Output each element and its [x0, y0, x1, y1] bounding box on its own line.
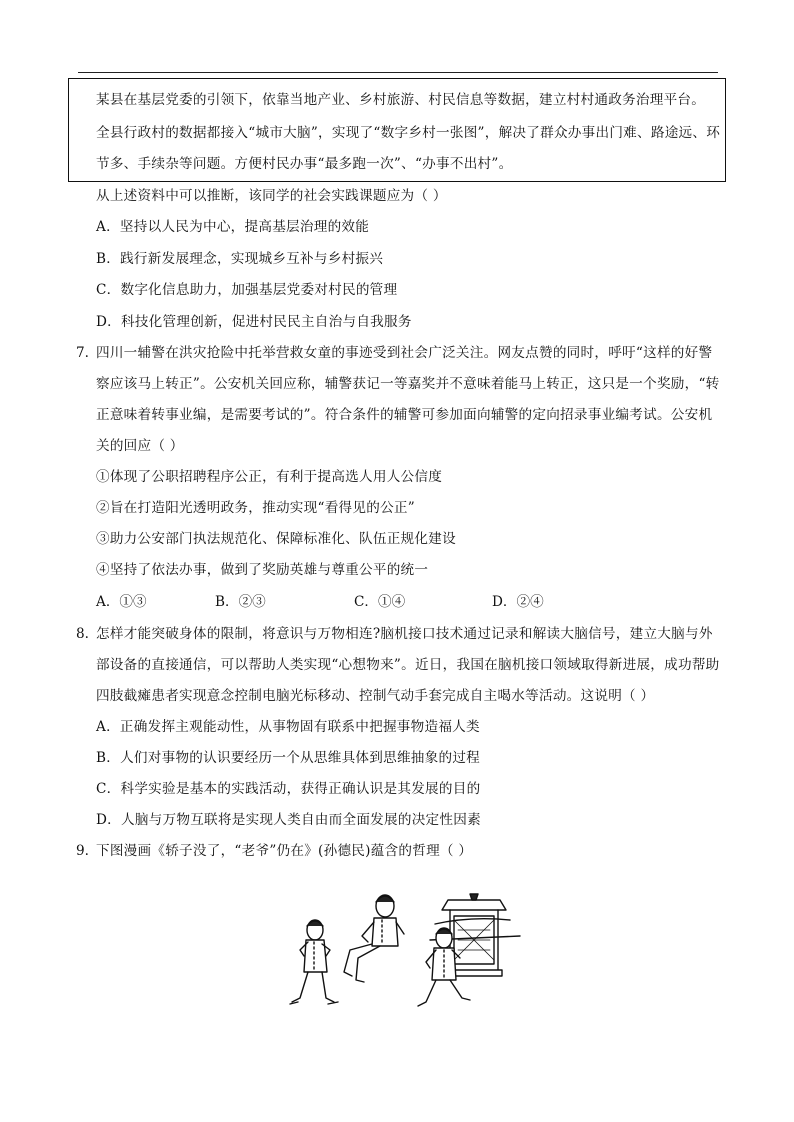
q7-choice-a: A．①③	[96, 594, 147, 610]
q7-choice-d: D．②④	[492, 594, 544, 610]
q7-item-1: ①体现了公职招聘程序公正，有利于提高选人用人公信度	[96, 469, 443, 485]
q7-stem-line-1: 四川一辅警在洪灾抢险中托举营救女童的事迹受到社会广泛关注。网友点赞的同时，呼吁“这样的好警	[96, 345, 713, 361]
q6-stem: 从上述资料中可以推断，该同学的社会实践课题应为（ ）	[96, 188, 447, 204]
q6-option-a: A．坚持以人民为中心，提高基层治理的效能	[96, 219, 370, 235]
q7-choice-c: C．①④	[354, 594, 406, 610]
material-line-3: 节多、手续杂等问题。方便村民办事“最多跑一次”、“办事不出村”。	[96, 156, 513, 172]
q7-stem-line-2: 察应该马上转正”。公安机关回应称，辅警获记一等嘉奖并不意味着能马上转正，这只是一个奖励，“转	[96, 376, 720, 392]
q7-choice-b: B．②③	[215, 594, 266, 610]
q7-stem-line-3: 正意味着转事业编，是需要考试的”。符合条件的辅警可参加面向辅警的定向招录事业编考试。公安机	[96, 407, 713, 423]
q8-number: 8.	[76, 626, 89, 642]
q7-stem-line-4: 关的回应（ ）	[96, 438, 184, 454]
q9-number: 9.	[76, 843, 89, 859]
q8-option-b: B．人们对事物的认识要经历一个从思维具体到思维抽象的过程	[96, 750, 481, 766]
q8-option-c: C．科学实验是基本的实践活动，获得正确认识是其发展的目的	[96, 781, 481, 797]
cartoon-figure-middle	[344, 895, 404, 982]
header-rule	[78, 72, 718, 73]
cartoon-illustration	[270, 880, 550, 1020]
q8-option-a: A．正确发挥主观能动性，从事物固有联系中把握事物造福人类	[96, 719, 480, 735]
material-line-1: 某县在基层党委的引领下，依靠当地产业、乡村旅游、村民信息等数据，建立村村通政务治理平台。	[96, 92, 706, 108]
q9-stem: 下图漫画《轿子没了，“老爷”仍在》(孙德民)蕴含的哲理（ ）	[96, 843, 473, 859]
q7-item-4: ④坚持了依法办事，做到了奖励英雄与尊重公平的统一	[96, 562, 429, 578]
q8-stem-line-1: 怎样才能突破身体的限制，将意识与万物相连?脑机接口技术通过记录和解读大脑信号，建立大脑与外	[96, 626, 713, 642]
q8-option-d: D．人脑与万物互联将是实现人类自由而全面发展的决定性因素	[96, 812, 481, 828]
q7-item-3: ③助力公安部门执法规范化、保障标准化、队伍正规化建设	[96, 531, 456, 547]
cartoon-figure-left	[290, 920, 338, 1004]
material-line-2: 全县行政村的数据都接入“城市大脑”，实现了“数字乡村一张图”，解决了群众办事出门难、路途远、环	[96, 125, 721, 141]
q8-stem-line-3: 四肢截瘫患者实现意念控制电脑光标移动、控制气动手套完成自主喝水等活动。这说明（ ）	[96, 688, 655, 704]
q7-item-2: ②旨在打造阳光透明政务，推动实现“看得见的公正”	[96, 500, 415, 516]
q6-option-b: B．践行新发展理念，实现城乡互补与乡村振兴	[96, 251, 384, 267]
q6-option-d: D．科技化管理创新，促进村民民主自治与自我服务	[96, 314, 412, 330]
q6-option-c: C．数字化信息助力，加强基层党委对村民的管理	[96, 282, 398, 298]
q7-number: 7.	[76, 345, 89, 361]
q8-stem-line-2: 部设备的直接通信，可以帮助人类实现“心想物来”。近日，我国在脑机接口领域取得新进展，成功帮助	[96, 657, 720, 673]
